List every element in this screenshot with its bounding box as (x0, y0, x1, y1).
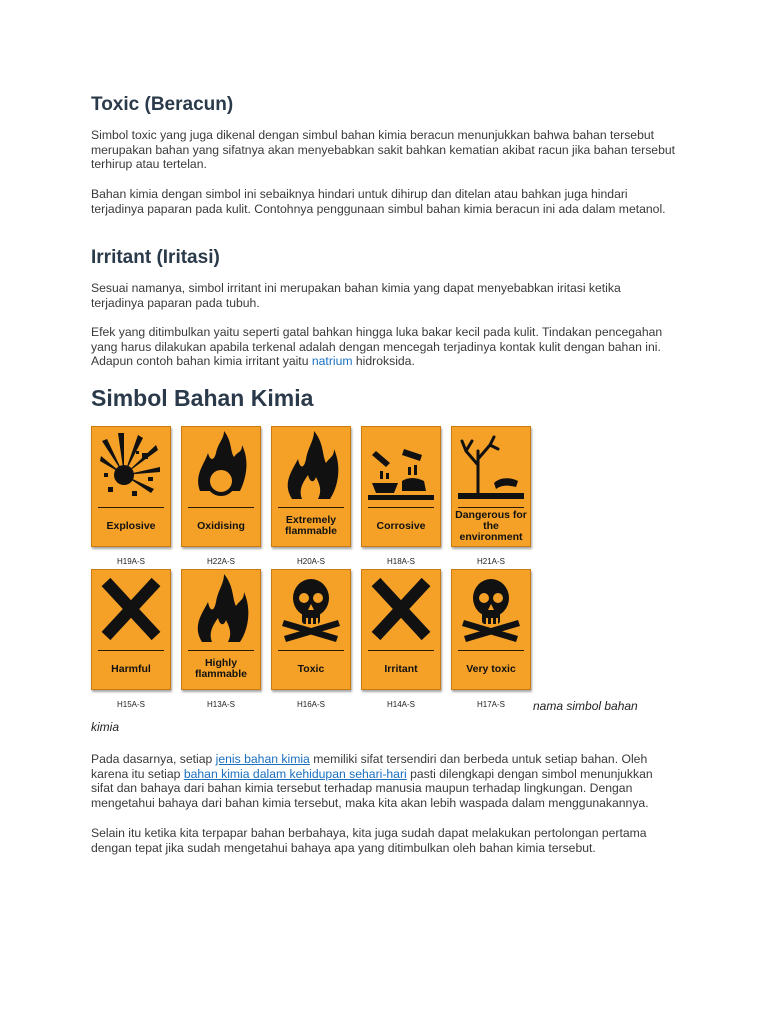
symbol-card-toxic (271, 569, 351, 690)
card-divider (188, 507, 254, 508)
skull-icon (278, 574, 344, 644)
irritant-text-end: hidroksida. (352, 354, 415, 369)
flame-icon (278, 431, 344, 501)
symbol-code: H18A-S (386, 557, 415, 566)
symbol-code: H16A-S (296, 700, 325, 709)
symbol-label: Explosive (106, 519, 156, 532)
symbol-code: H14A-S (386, 700, 415, 709)
symbol-label: Corrosive (376, 519, 426, 532)
toxic-paragraph-2: Bahan kimia dengan simbol ini sebaiknya hindari untuk dihirup dan ditelan atau bahkan juga hindari terjadinya paparan pada kulit. Contohnya penggunaan simbul bahan kimia beracun ini ada dalam metanol. (91, 187, 666, 216)
card-divider (368, 507, 434, 508)
symbol-card-irritant (361, 569, 441, 690)
closing-paragraph-2: Selain itu ketika kita terpapar bahan berbahaya, kita juga sudah dapat melakukan pertolongan pertama dengan tepat jika sudah mengetahui bahaya apa yang ditimbulkan oleh bahan kimia tersebut. (91, 826, 647, 855)
irritant-paragraph-2 (91, 325, 676, 369)
closing-paragraph-1 (91, 752, 676, 810)
image-caption-continued: kimia (91, 720, 120, 734)
symbol-card-highly-flammable (181, 569, 261, 690)
symbol-label: Irritant (384, 662, 418, 675)
symbol-label: Oxidising (197, 519, 245, 532)
symbol-code: H15A-S (116, 700, 145, 709)
symbol-code: H13A-S (206, 700, 235, 709)
irritant-paragraph-1: Sesuai namanya, simbol irritant ini merupakan bahan kimia yang dapat menyebabkan iritasi ketika terjadinya paparan pada tubuh. (91, 281, 621, 310)
symbol-card-dangerous-for-the-environment (451, 426, 531, 547)
symbol-label: Very toxic (466, 662, 516, 675)
cross-icon (368, 574, 434, 644)
symbol-card-very-toxic (451, 569, 531, 690)
cross-icon (98, 574, 164, 644)
closing-text: pasti dilengkapi dengan simbol menunjukkan sifat dan bahaya dari bahan kimia tersebut terhadap manusia maupun terhadap lingkungan. Dengan mengetahui bahaya dari bahan kimia tersebut, maka kita akan lebih waspada dalam menggunakannya. (91, 766, 653, 810)
explosive-icon (98, 431, 164, 501)
symbol-code: H19A-S (116, 557, 145, 566)
oxidising-icon (188, 431, 254, 501)
card-divider (98, 650, 164, 651)
symbol-label: Toxic (297, 662, 325, 675)
toxic-heading: Toxic (Beracun) (91, 94, 234, 115)
closing-text: Pada dasarnya, setiap (91, 752, 216, 766)
irritant-heading: Irritant (Iritasi) (91, 247, 220, 268)
symbol-card-oxidising (181, 426, 261, 547)
card-divider (458, 650, 524, 651)
irritant-text: Efek yang ditimbulkan yaitu seperti gatal bahkan hingga luka bakar kecil pada kulit. Tindakan pencegahan yang harus dilakukan apabila terkenal adalah dengan mencegah terjadinya kontak kulit dengan bahan ini. Adapun contoh bahan kimia irritant yaitu (91, 325, 663, 369)
card-divider (368, 650, 434, 651)
symbol-card-harmful (91, 569, 171, 690)
image-caption: nama simbol bahan (533, 699, 638, 713)
corrosive-icon (368, 431, 434, 501)
symbol-code: H20A-S (296, 557, 325, 566)
card-divider (98, 507, 164, 508)
hazard-symbols-image (91, 426, 533, 716)
jenis-bahan-kimia-link[interactable]: jenis bahan kimia (215, 752, 310, 766)
card-divider (458, 507, 524, 508)
symbols-heading: Simbol Bahan Kimia (91, 385, 314, 411)
natrium-link[interactable]: natrium (311, 354, 353, 369)
symbol-card-explosive (91, 426, 171, 547)
symbol-card-corrosive (361, 426, 441, 547)
symbol-label: Harmful (111, 662, 151, 675)
symbol-label: Dangerous for the environment (455, 508, 527, 543)
symbol-code: H17A-S (476, 700, 505, 709)
card-divider (278, 650, 344, 651)
symbol-label: Extremely flammable (285, 514, 337, 537)
symbol-card-extremely-flammable (271, 426, 351, 547)
symbol-code: H21A-S (476, 557, 505, 566)
flame-icon (188, 574, 254, 644)
card-divider (188, 650, 254, 651)
toxic-paragraph-1: Simbol toxic yang juga dikenal dengan simbul bahan kimia beracun menunjukkan bahwa bahan tersebut merupakan bahan yang sifatnya akan menyebabkan sakit bahkan kematian akibat racun jika bahan tersebut terhirup atau tertelan. (91, 128, 676, 172)
environment-icon (458, 431, 524, 501)
closing-text: memiliki sifat tersendiri dan berbeda untuk setiap bahan. Oleh karena itu setiap (91, 752, 648, 781)
skull-icon (458, 574, 524, 644)
card-divider (278, 507, 344, 508)
symbol-label: Highly flammable (195, 657, 247, 680)
symbol-code: H22A-S (206, 557, 235, 566)
bahan-kimia-sehari-hari-link[interactable]: bahan kimia dalam kehidupan sehari-hari (183, 766, 407, 781)
